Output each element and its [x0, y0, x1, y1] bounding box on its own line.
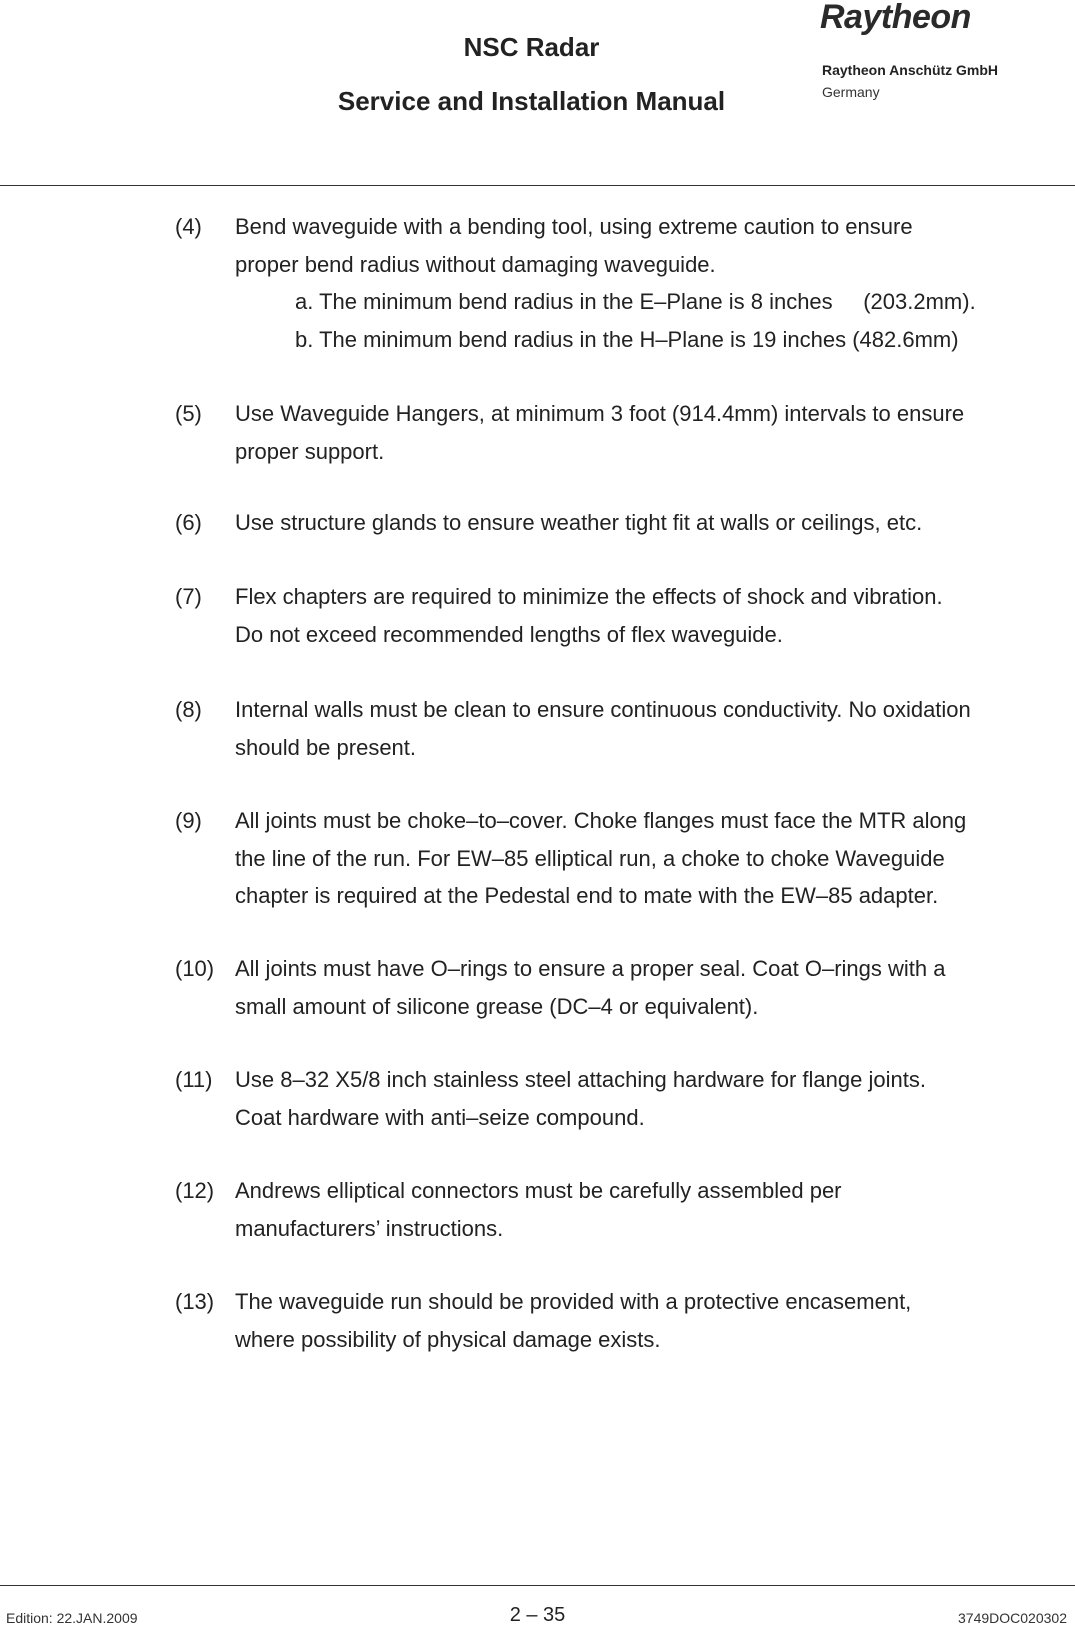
company-country: Germany — [822, 84, 880, 100]
item-text-line: Andrews elliptical connectors must be carefully assembled per — [235, 1178, 842, 1203]
company-name: Raytheon Anschütz GmbH — [822, 62, 999, 78]
item-text — [235, 1283, 1075, 1358]
item-text-line: Do not exceed recommended lengths of flex waveguide. — [235, 621, 783, 647]
item-number: (9) — [175, 808, 202, 833]
item-text-line: manufacturers’ instructions. — [235, 1215, 504, 1241]
item-text-line: should be present. — [235, 734, 417, 760]
item-text — [235, 208, 1075, 358]
item-text-line: where possibility of physical damage exists. — [235, 1326, 661, 1352]
raytheon-logo: Raytheon — [820, 0, 971, 36]
item-text-line: Internal walls must be clean to ensure continuous conductivity. No oxidation — [235, 697, 971, 722]
item-number: (12) — [175, 1178, 215, 1203]
item-text-line: Use 8–32 X5/8 inch stainless steel attaching hardware for flange joints. — [235, 1067, 926, 1092]
item-text — [235, 1172, 1075, 1247]
item-number: (5) — [175, 401, 202, 426]
item-number: (6) — [175, 510, 202, 535]
document-title: NSC Radar — [463, 32, 600, 62]
item-text-line: All joints must be choke–to–cover. Choke flanges must face the MTR along — [235, 808, 967, 833]
item-text-line: The waveguide run should be provided with a protective encasement, — [235, 1289, 912, 1314]
footer-divider — [0, 1585, 1075, 1586]
item-text-line: proper support. — [235, 438, 385, 464]
item-number: (13) — [175, 1289, 215, 1314]
item-number: (10) — [175, 956, 215, 981]
item-text-line: Bend waveguide with a bending tool, using extreme caution to ensure — [235, 214, 913, 239]
item-text-line: Use Waveguide Hangers, at minimum 3 foot (914.4mm) intervals to ensure — [235, 401, 965, 426]
item-text-line: All joints must have O–rings to ensure a proper seal. Coat O–rings with a — [235, 956, 946, 981]
item-text-line: Coat hardware with anti–seize compound. — [235, 1104, 645, 1130]
item-number: (11) — [175, 1067, 213, 1092]
page-number: 2 – 35 — [509, 1604, 566, 1626]
header-divider — [0, 185, 1075, 186]
item-number: (8) — [175, 697, 202, 722]
item-text-line: small amount of silicone grease (DC–4 or equivalent). — [235, 993, 759, 1019]
item-text — [235, 802, 1075, 915]
item-number: (4) — [175, 214, 202, 239]
item-text — [235, 691, 1075, 766]
item-text — [235, 578, 1075, 653]
item-text — [235, 1061, 1075, 1136]
edition-date: Edition: 22.JAN.2009 — [6, 1610, 138, 1626]
document-subtitle: Service and Installation Manual — [337, 86, 726, 116]
document-number: 3749DOC020302 — [958, 1610, 1067, 1626]
item-text-line: Flex chapters are required to minimize the effects of shock and vibration. — [235, 584, 943, 609]
sub-item-text: b. The minimum bend radius in the H–Plane is 19 inches (482.6mm) — [295, 326, 959, 352]
item-text-line: chapter is required at the Pedestal end to mate with the EW–85 adapter. — [235, 883, 939, 908]
item-text-line: Use structure glands to ensure weather tight fit at walls or ceilings, etc. — [235, 510, 923, 535]
item-text-line: the line of the run. For EW–85 elliptical run, a choke to choke Waveguide — [235, 845, 945, 871]
item-text-line: proper bend radius without damaging waveguide. — [235, 251, 716, 277]
item-number: (7) — [175, 584, 202, 609]
item-text — [235, 504, 1075, 542]
item-text — [235, 395, 1075, 470]
sub-item-text: a. The minimum bend radius in the E–Plane is 8 inches (203.2mm). — [295, 289, 976, 314]
item-text — [235, 950, 1075, 1025]
